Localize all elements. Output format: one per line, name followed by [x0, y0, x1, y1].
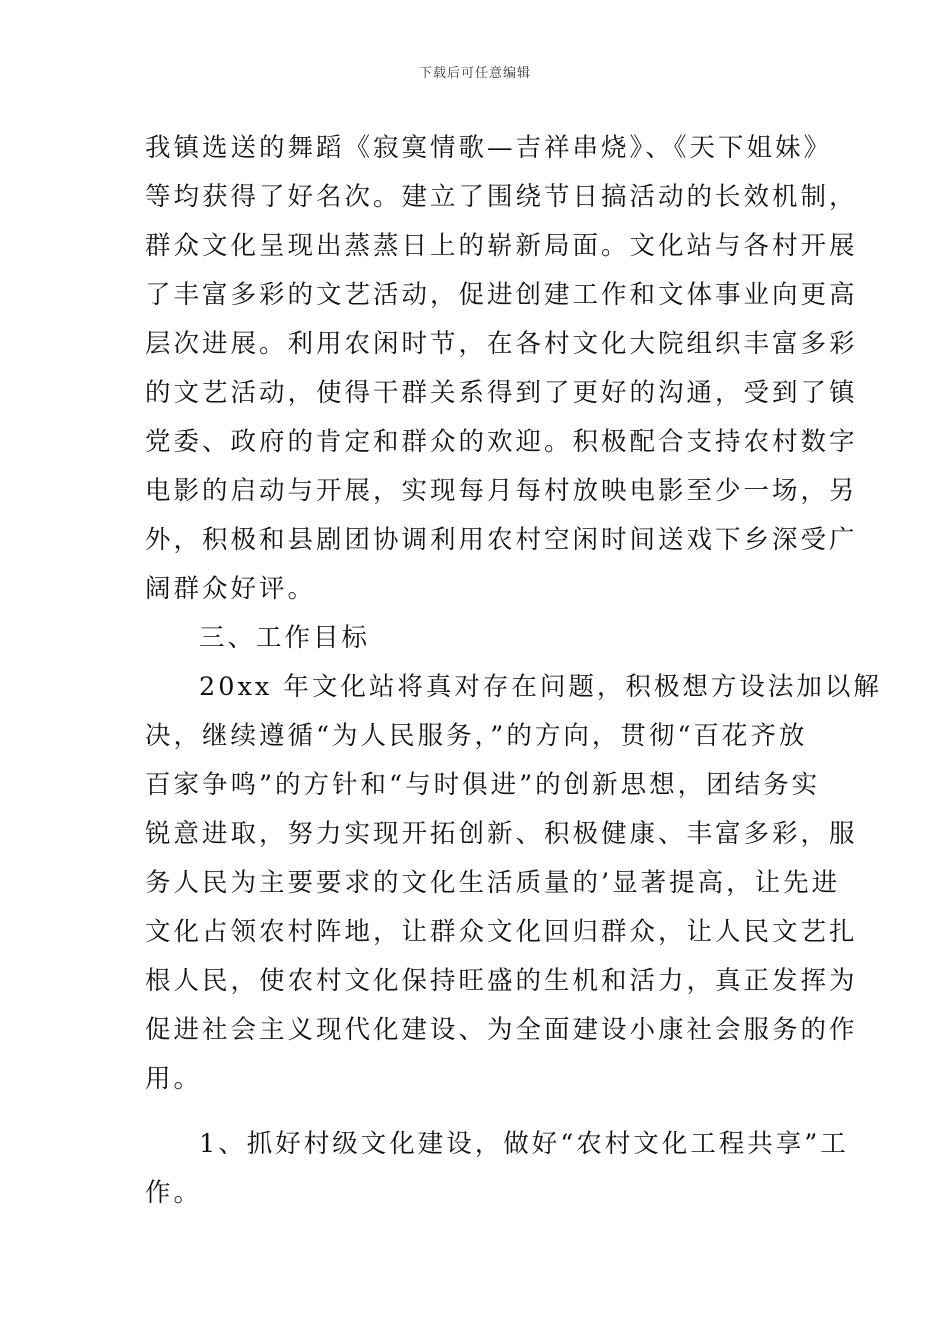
- text-line: 文化占领农村阵地，让群众文化回归群众，让人民文艺扎: [145, 917, 858, 947]
- text-line: 根人民，使农村文化保持旺盛的生机和活力，真正发挥为: [145, 966, 858, 996]
- text-line: 层次进展。利用农闲时节，在各村文化大院组织丰富多彩: [145, 329, 858, 359]
- document-body: [145, 124, 882, 1218]
- text-line: 等均获得了好名次。建立了围绕节日搞活动的长效机制，: [145, 182, 858, 212]
- text-line: 20xx 年文化站将真对存在问题，积极想方设法加以解: [199, 672, 882, 702]
- section-heading-text: 三、工作目标: [199, 623, 371, 653]
- text-line: 了丰富多彩的文艺活动，促进创建工作和文体事业向更高: [145, 280, 858, 310]
- text-line: 党委、政府的肯定和群众的欢迎。积极配合支持农村数字: [145, 427, 858, 457]
- paragraph-item-1: [145, 1120, 849, 1218]
- text-line: 阔群众好评。: [145, 574, 317, 604]
- text-line: 促进社会主义现代化建设、为全面建设小康社会服务的作: [145, 1015, 858, 1045]
- text-line: 务人民为主要要求的文化生活质量的’显著提高，让先进: [145, 868, 841, 898]
- text-line: 用。: [145, 1064, 203, 1094]
- text-line: 百家争鸣”的方针和“与时俱进”的创新思想，团结务实: [145, 770, 821, 800]
- text-line: 决，继续遵循“为人民服务，”的方向，贯彻“百花齐放: [145, 721, 808, 751]
- text-line: 外，积极和县剧团协调利用农村空闲时间送戏下乡深受广: [145, 525, 858, 555]
- text-line: 作。: [145, 1178, 203, 1208]
- text-line: 1、抓好村级文化建设，做好“农村文化工程共享”工: [199, 1129, 849, 1159]
- text-line: 我镇选送的舞蹈《寂寞情歌—吉祥串烧》、《天下姐妹》: [145, 133, 833, 163]
- paragraph-work-goals: [145, 663, 882, 1104]
- text-line: 电影的启动与开展，实现每月每村放映电影至少一场，另: [145, 476, 858, 506]
- page-header-note: 下载后可任意编辑: [418, 66, 531, 81]
- paragraph-cultural-activities: [145, 124, 858, 614]
- section-heading-work-goals: [145, 614, 807, 663]
- text-line: 群众文化呈现出蒸蒸日上的崭新局面。文化站与各村开展: [145, 231, 858, 261]
- text-line: 的文艺活动，使得干群关系得到了更好的沟通，受到了镇: [145, 378, 858, 408]
- text-line: 锐意进取，努力实现开拓创新、积极健康、丰富多彩，服: [145, 819, 858, 849]
